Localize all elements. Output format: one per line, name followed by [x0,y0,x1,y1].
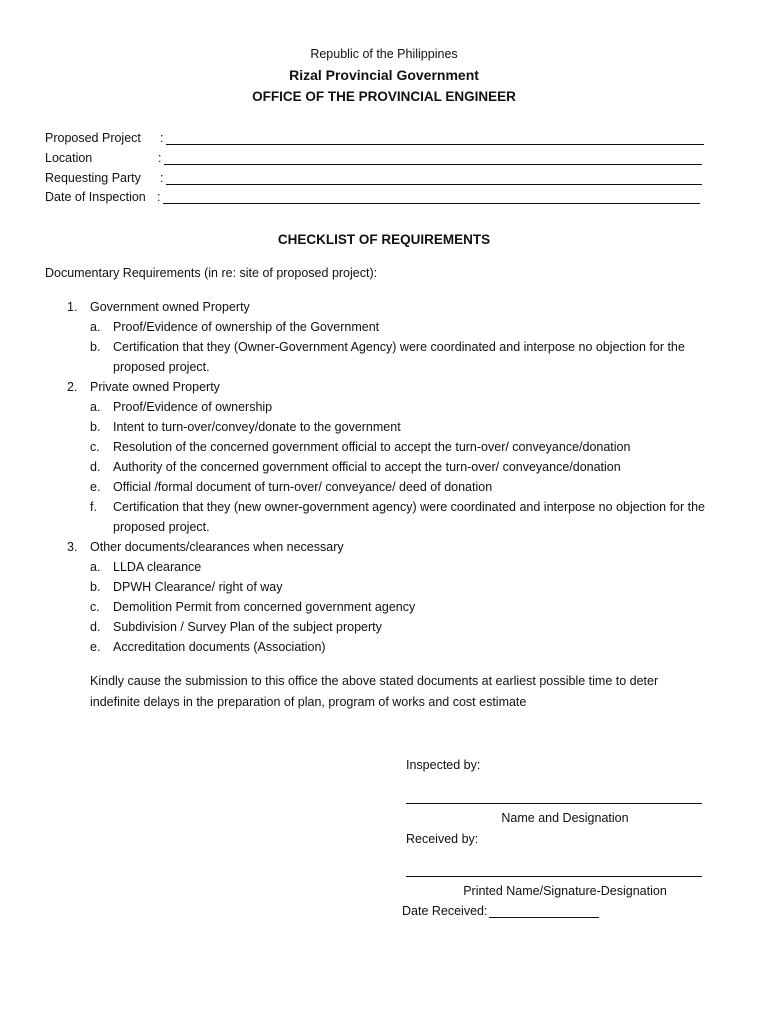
list-item: Subdivision / Survey Plan of the subject property [113,620,382,634]
field-location[interactable] [45,151,705,169]
inspected-by-label: Inspected by: [406,758,481,772]
field-requesting-party[interactable] [45,171,705,189]
item-letter: e. [90,640,101,654]
section-number: 2. [67,380,78,394]
received-by-label: Received by: [406,832,479,846]
list-item: DPWH Clearance/ right of way [113,580,283,594]
list-item: Authority of the concerned government official to accept the turn-over/ conveyance/donation [113,460,621,474]
item-letter: d. [90,460,101,474]
list-item: Certification that they (Owner-Government Agency) were coordinated and interpose no objection for the proposed project. [113,340,685,374]
item-letter: a. [90,400,101,414]
item-letter: b. [90,580,101,594]
section-heading: Other documents/clearances when necessary [90,540,344,554]
item-letter: d. [90,620,101,634]
republic-heading: Republic of the Philippines [310,47,458,61]
receiver-signature-line[interactable] [406,876,702,877]
date-received-label: Date Received: [402,904,488,918]
list-item: Official /formal document of turn-over/ conveyance/ deed of donation [113,480,493,494]
field-colon: : [160,131,164,145]
intro-text: Documentary Requirements (in re: site of proposed project): [45,266,378,280]
list-item: LLDA clearance [113,560,202,574]
item-letter: b. [90,420,101,434]
field-date-of-inspection[interactable] [45,190,705,208]
item-letter: c. [90,440,100,454]
field-label: Location [45,151,93,165]
item-letter: f. [90,500,97,514]
list-item: Demolition Permit from concerned government agency [113,600,416,614]
field-proposed-project[interactable] [45,131,705,149]
field-label: Requesting Party [45,171,141,185]
field-colon: : [158,151,162,165]
field-underline [166,144,704,145]
item-letter: a. [90,320,101,334]
section-heading: Private owned Property [90,380,220,394]
list-item: Resolution of the concerned government official to accept the turn-over/ conveyance/donation [113,440,631,454]
field-label: Proposed Project [45,131,141,145]
office-heading: OFFICE OF THE PROVINCIAL ENGINEER [252,89,516,104]
field-colon: : [160,171,164,185]
item-letter: c. [90,600,100,614]
closing-paragraph: Kindly cause the submission to this office the above stated documents at earliest possible time to deter indefinite delays in the preparation of plan, program of works and cost estimate [90,674,659,709]
section-number: 3. [67,540,78,554]
date-received-line[interactable] [489,917,599,918]
field-underline [163,203,700,204]
item-letter: e. [90,480,101,494]
field-underline [166,184,702,185]
field-label: Date of Inspection [45,190,146,204]
item-letter: a. [90,560,101,574]
inspector-signature-line[interactable] [406,803,702,804]
printed-name-caption: Printed Name/Signature-Designation [463,884,667,898]
list-item: Accreditation documents (Association) [113,640,326,654]
field-colon: : [157,190,161,204]
list-item: Certification that they (new owner-government agency) were coordinated and interpose no objection for the proposed project. [113,500,706,534]
name-designation-caption: Name and Designation [501,811,629,825]
list-item: Intent to turn-over/convey/donate to the government [113,420,401,434]
checklist-title: CHECKLIST OF REQUIREMENTS [277,232,491,247]
section-heading: Government owned Property [90,300,250,314]
list-item: Proof/Evidence of ownership [113,400,273,414]
government-heading: Rizal Provincial Government [289,67,479,83]
list-item: Proof/Evidence of ownership of the Government [113,320,380,334]
item-letter: b. [90,340,101,354]
field-underline [164,164,702,165]
section-number: 1. [67,300,78,314]
